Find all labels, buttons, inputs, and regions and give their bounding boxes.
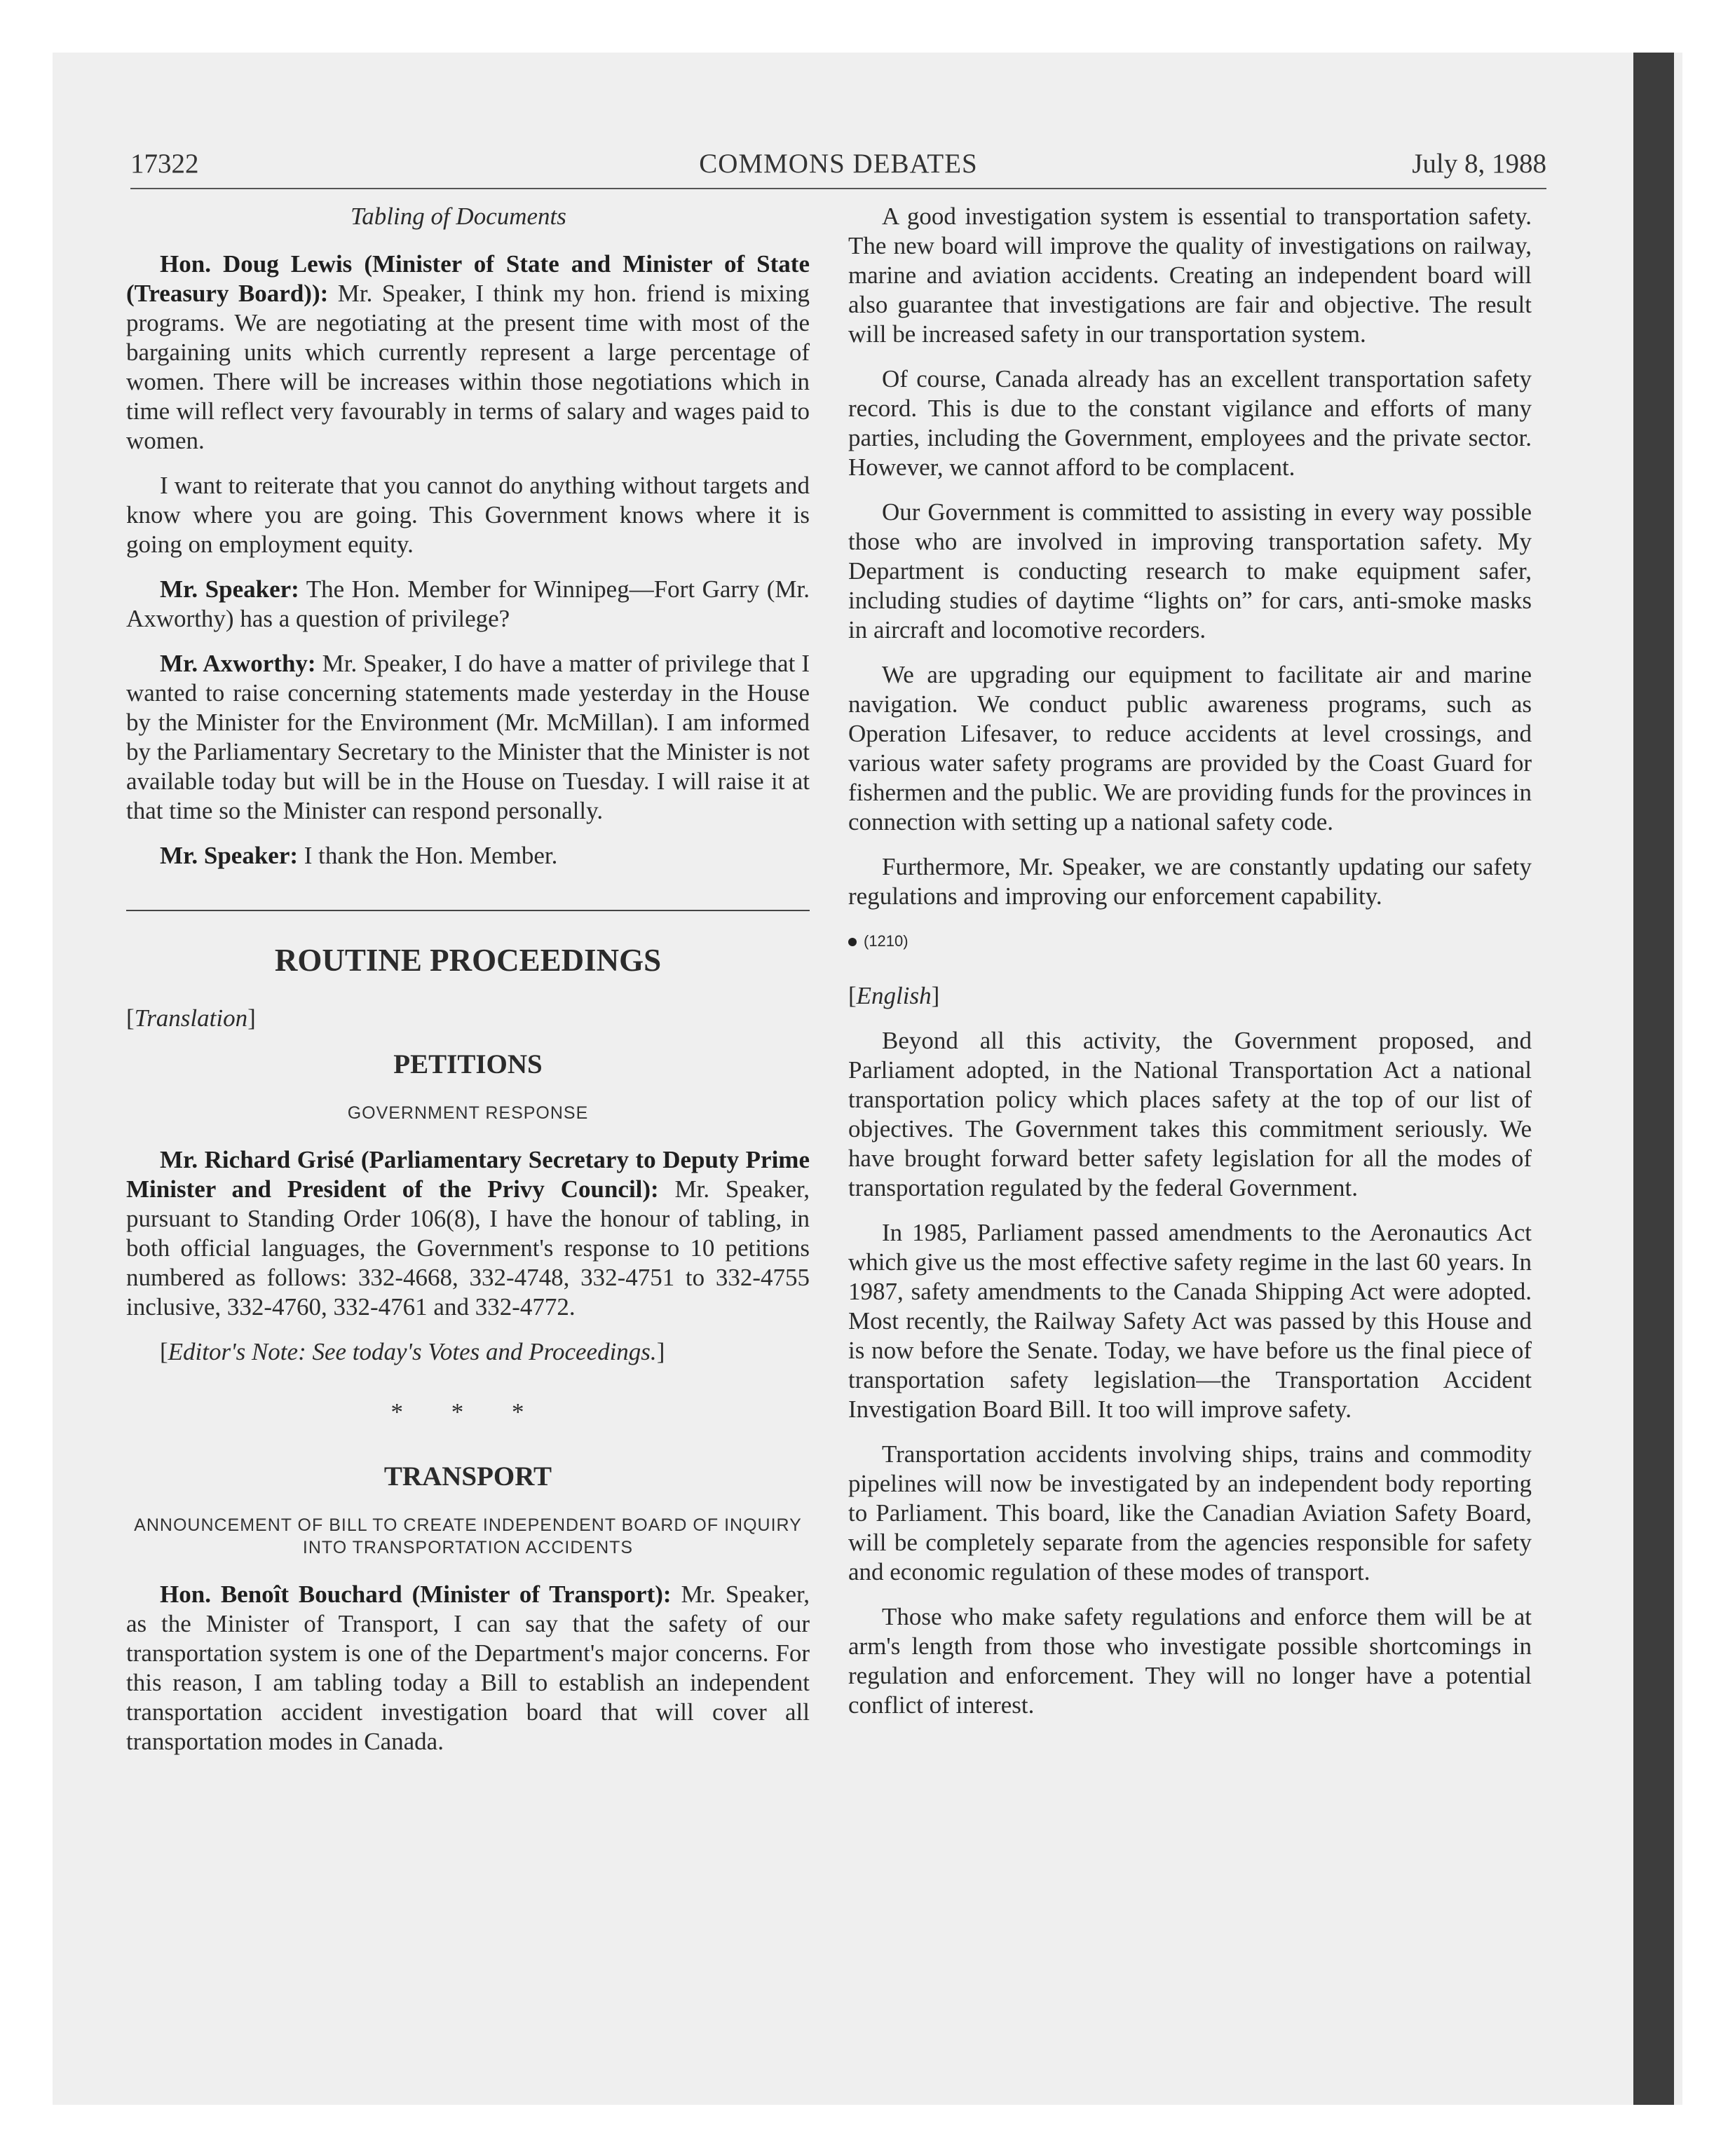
paragraph (126, 250, 810, 456)
section-divider (126, 910, 810, 911)
petitions-heading: PETITIONS (393, 1049, 543, 1079)
header-date: July 8, 1988 (1412, 149, 1546, 179)
speaker-name: Mr. Axworthy: (160, 650, 316, 677)
speaker-name: Hon. Benoît Bouchard (Minister of Transport): (160, 1581, 672, 1608)
paragraph: Our Government is committed to assisting in every way possible those who are involved in improving transportation safety. My Department is conducting research to make equipment safer, including studies of daytime “lights on” for cars, anti-smoke masks in aircraft and locomotive recorders. (848, 498, 1532, 643)
bullet-icon (848, 938, 857, 946)
paragraph (126, 1145, 810, 1322)
paragraph (126, 649, 810, 826)
government-response-heading: GOVERNMENT RESPONSE (347, 1103, 589, 1123)
section-label: Tabling of Documents (351, 203, 566, 230)
paragraph: Beyond all this activity, the Government proposed, and Parliament adopted, in the National Transportation Act a national transportation policy which places safety at the top of our list of objectives. The Government takes this commitment seriously. We have brought forward better safety legislation for all the modes of transportation regulated by the federal Government. (848, 1027, 1532, 1201)
announcement-heading: ANNOUNCEMENT OF BILL TO CREATE INDEPENDENT BOARD OF INQUIRY INTO TRANSPORTATION ACCIDENTS (134, 1515, 802, 1557)
translation-tag: [Translation] (126, 1004, 256, 1032)
right-column (848, 202, 1532, 1735)
speech-text: Mr. Speaker, as the Minister of Transport, I can say that the safety of our transportation system is one of the Department's major concerns. For this reason, I am tabling today a Bill to establish an independent transportation accident investigation board that will cover all transportation modes in Canada. (126, 1581, 810, 1755)
paragraph: Transportation accidents involving ships, trains and commodity pipelines will now be investigated by an independent body reporting to Parliament. This board, like the Canadian Aviation Safety Board, will be completely separate from the agencies responsible for safety and economic regulation of these modes of transport. (848, 1440, 1532, 1585)
speaker-name: Hon. Doug Lewis (Minister of State and Minister of State (Treasury Board)): (126, 250, 810, 307)
speaker-name: Mr. Speaker: (160, 575, 299, 603)
routine-proceedings-heading: ROUTINE PROCEEDINGS (274, 943, 662, 978)
speech-text: I thank the Hon. Member. (298, 842, 558, 869)
paragraph (126, 841, 810, 871)
speaker-name: Mr. Speaker: (160, 842, 299, 869)
page-number: 17322 (130, 149, 199, 179)
speech-text: Mr. Speaker, pursuant to Standing Order 106(8), I have the honour of tabling, in both official languages, the Government's response to 10 petitions numbered as follows: 332-4668, 332-4748, 332-4751 to 332-4755 inclusive, 332-4760, 332-4761 and 332-4772. (126, 1175, 810, 1321)
time-marker: (1210) (848, 927, 1532, 956)
publication-title: COMMONS DEBATES (699, 149, 978, 179)
speech-text: The Hon. Member for Winnipeg—Fort Garry (Mr. Axworthy) has a question of privilege? (126, 575, 810, 632)
speaker-name: Mr. Richard Grisé (Parliamentary Secretary to Deputy Prime Minister and President of the Privy Council): (126, 1146, 810, 1203)
paragraph: I want to reiterate that you cannot do anything without targets and know where you are going. This Government knows where it is going on employment equity. (126, 472, 810, 558)
section-stars: * * * (390, 1398, 545, 1426)
left-column (126, 202, 810, 1772)
paragraph: In 1985, Parliament passed amendments to the Aeronautics Act which give us the most effective safety regime in the last 60 years. In 1987, safety amendments to the Canada Shipping Act were adopted. Most recently, the Railway Safety Act was passed by this House and is now before the Senate. Today, we have before us the final piece of transportation safety legislation—the Transportation Accident Investigation Board Bill. It too will improve safety. (848, 1219, 1532, 1423)
paragraph: Those who make safety regulations and enforce them will be at arm's length from those who investigate possible shortcomings in regulation and enforcement. They will no longer have a potential conflict of interest. (848, 1603, 1532, 1719)
editor-note: [Editor's Note: See today's Votes and Proceedings.] (160, 1338, 665, 1365)
paragraph: A good investigation system is essential to transportation safety. The new board will improve the quality of investigations on railway, marine and aviation accidents. Creating an independent board will also guarantee that investigations are fair and objective. The result will be increased safety in our transportation system. (848, 203, 1532, 348)
page-header (130, 149, 1546, 189)
paragraph: Furthermore, Mr. Speaker, we are constantly updating our safety regulations and improving our enforcement capability. (848, 853, 1532, 910)
paragraph: Of course, Canada already has an excellent transportation safety record. This is due to the constant vigilance and efforts of many parties, including the Government, employees and the private sector. However, we cannot afford to be complacent. (848, 365, 1532, 481)
speech-text: Mr. Speaker, I think my hon. friend is mixing programs. We are negotiating at the present time with most of the bargaining units which currently represent a large percentage of women. There will be increases within those negotiations which in time will reflect very favourably in terms of salary and wages paid to women. (126, 280, 810, 454)
scan-edge-shadow (1633, 53, 1674, 2105)
speech-text: Mr. Speaker, I do have a matter of privilege that I wanted to raise concerning statements made yesterday in the House by the Minister for the Environment (Mr. McMillan). I am informed by the Parliamentary Secretary to the Minister that the Minister is not available today but will be in the House on Tuesday. I will raise it at that time so the Minister can respond personally. (126, 650, 810, 824)
english-tag: [English] (848, 982, 940, 1009)
paragraph (126, 1580, 810, 1756)
paragraph: We are upgrading our equipment to facilitate air and marine navigation. We conduct public awareness programs, such as Operation Lifesaver, to reduce accidents at level crossings, and various water safety programs are provided by the Coast Guard for fishermen and the public. We are providing funds for the provinces in connection with setting up a national safety code. (848, 661, 1532, 835)
paragraph (126, 575, 810, 634)
transport-heading: TRANSPORT (383, 1461, 552, 1492)
